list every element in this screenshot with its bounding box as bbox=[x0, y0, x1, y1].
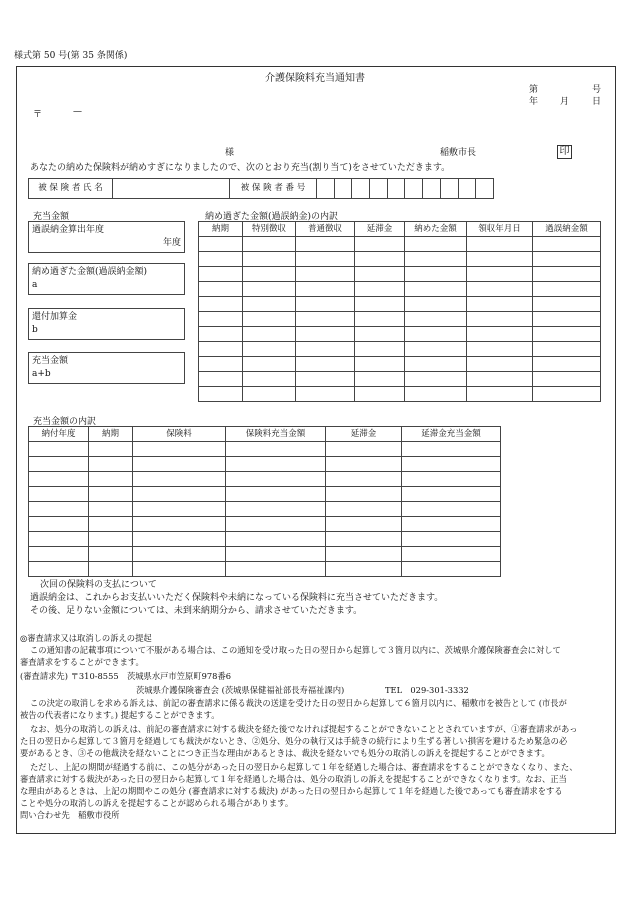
form-number: 様式第 50 号(第 35 条関係) bbox=[14, 51, 128, 61]
overpay-year-box bbox=[28, 221, 185, 253]
table-cell bbox=[402, 562, 501, 577]
allocation-breakdown-heading: 充当金額の内訳 bbox=[33, 417, 97, 427]
table-cell bbox=[402, 517, 501, 532]
insured-number-digit bbox=[387, 179, 405, 199]
allocation-col-header: 保険料充当金額 bbox=[226, 427, 326, 442]
overpay-col-header: 納めた金額 bbox=[405, 222, 467, 237]
refund-surcharge-box bbox=[28, 308, 185, 340]
table-cell bbox=[199, 357, 243, 372]
table-cell bbox=[533, 357, 601, 372]
doc-number-dai: 第 bbox=[529, 85, 539, 95]
table-cell bbox=[467, 327, 533, 342]
table-cell bbox=[243, 372, 296, 387]
postal-mark: 〒 bbox=[33, 110, 43, 120]
table-cell bbox=[326, 472, 402, 487]
table-cell bbox=[226, 472, 326, 487]
issuer-name: 稲敷市長 bbox=[440, 148, 477, 158]
table-cell bbox=[199, 267, 243, 282]
table-cell bbox=[355, 327, 405, 342]
table-cell bbox=[402, 457, 501, 472]
table-cell bbox=[355, 372, 405, 387]
table-cell bbox=[296, 342, 355, 357]
document-title: 介護保険料充当通知書 bbox=[265, 73, 365, 84]
table-cell bbox=[133, 562, 226, 577]
table-cell bbox=[243, 282, 296, 297]
table-cell bbox=[226, 547, 326, 562]
appeal-line: この通知書の記載事項について不服がある場合は、この通知を受け取った日の翌日から起算して３箇月以内に、茨城県介護保険審査会に対して bbox=[30, 645, 561, 655]
table-cell bbox=[467, 297, 533, 312]
table-cell bbox=[405, 312, 467, 327]
allocation-amount-box bbox=[28, 352, 185, 384]
table-cell bbox=[533, 312, 601, 327]
next-payment-line1: 過誤納金は、これからお支払いいただく保険料や未納になっている保険料に充当させていただきます。 bbox=[30, 593, 444, 603]
table-cell bbox=[402, 547, 501, 562]
table-cell bbox=[296, 297, 355, 312]
appeal-heading: ◎審査請求又は取消しの訴えの提起 bbox=[20, 633, 152, 643]
table-cell bbox=[326, 547, 402, 562]
table-cell bbox=[326, 487, 402, 502]
table-cell bbox=[29, 532, 89, 547]
table-cell bbox=[467, 237, 533, 252]
date-month: 月 bbox=[560, 97, 570, 107]
appeal-line: 審査請求に対する裁決があった日の翌日から起算して１年を経過した場合は、処分の取消しの訴えを提起することができなくなります。なお、正当 bbox=[20, 774, 567, 784]
overpay-breakdown-heading: 納め過ぎた金額(過誤納金)の内訳 bbox=[205, 212, 339, 222]
seal-mark: 印 bbox=[557, 145, 572, 159]
table-cell bbox=[296, 372, 355, 387]
table-cell bbox=[89, 472, 133, 487]
table-cell bbox=[405, 267, 467, 282]
table-cell bbox=[533, 387, 601, 402]
table-cell bbox=[296, 312, 355, 327]
table-cell bbox=[405, 237, 467, 252]
allocation-col-header: 納期 bbox=[89, 427, 133, 442]
table-cell bbox=[133, 532, 226, 547]
table-cell bbox=[296, 237, 355, 252]
table-cell bbox=[405, 252, 467, 267]
appeal-tel: TEL 029-301-3332 bbox=[385, 685, 469, 695]
table-cell bbox=[29, 442, 89, 457]
table-cell bbox=[243, 387, 296, 402]
table-cell bbox=[243, 297, 296, 312]
table-cell bbox=[355, 267, 405, 282]
appeal-address: (審査請求先) 〒310-8555 茨城県水戸市笠原町978番6 bbox=[20, 671, 232, 681]
table-cell bbox=[402, 502, 501, 517]
postal-dash: — bbox=[73, 107, 82, 117]
table-cell bbox=[405, 357, 467, 372]
insured-number-digit bbox=[440, 179, 458, 199]
table-cell bbox=[29, 547, 89, 562]
table-cell bbox=[133, 502, 226, 517]
date-year: 年 bbox=[529, 97, 539, 107]
table-cell bbox=[199, 387, 243, 402]
appeal-line: 被告の代表者になります。) 提起することができます。 bbox=[20, 710, 220, 720]
table-cell bbox=[243, 252, 296, 267]
table-cell bbox=[89, 457, 133, 472]
table-cell bbox=[89, 532, 133, 547]
overpay-col-header: 延滞金 bbox=[355, 222, 405, 237]
table-cell bbox=[226, 442, 326, 457]
intro-text: あなたの納めた保険料が納めすぎになりましたので、次のとおり充当(割り当て)をさせていただきます。 bbox=[30, 163, 451, 173]
table-cell bbox=[199, 282, 243, 297]
allocation-col-header: 保険料 bbox=[133, 427, 226, 442]
appeal-line: 審査請求をすることができます。 bbox=[20, 657, 144, 667]
overpay-breakdown-table bbox=[198, 221, 601, 402]
allocation-col-header: 納付年度 bbox=[29, 427, 89, 442]
table-cell bbox=[467, 312, 533, 327]
overpay-col-header: 過誤納金額 bbox=[533, 222, 601, 237]
table-cell bbox=[355, 297, 405, 312]
next-payment-heading: 次回の保険料の支払について bbox=[40, 580, 157, 590]
table-cell bbox=[326, 562, 402, 577]
table-cell bbox=[355, 342, 405, 357]
table-cell bbox=[199, 237, 243, 252]
table-cell bbox=[89, 487, 133, 502]
table-cell bbox=[199, 372, 243, 387]
table-cell bbox=[402, 442, 501, 457]
insured-number-digit bbox=[352, 179, 370, 199]
table-cell bbox=[326, 442, 402, 457]
table-cell bbox=[29, 472, 89, 487]
addressee-sama: 様 bbox=[225, 148, 235, 158]
table-cell bbox=[533, 372, 601, 387]
insured-number-digit bbox=[405, 179, 423, 199]
table-cell bbox=[467, 372, 533, 387]
table-cell bbox=[29, 517, 89, 532]
overpay-year-label: 過誤納金算出年度 bbox=[32, 225, 105, 235]
table-cell bbox=[533, 282, 601, 297]
table-cell bbox=[355, 282, 405, 297]
table-cell bbox=[89, 442, 133, 457]
table-cell bbox=[296, 327, 355, 342]
table-cell bbox=[402, 472, 501, 487]
table-cell bbox=[326, 457, 402, 472]
table-cell bbox=[402, 532, 501, 547]
allocation-col-header: 延滞金 bbox=[326, 427, 402, 442]
insured-number-digit bbox=[423, 179, 441, 199]
table-cell bbox=[199, 297, 243, 312]
overpay-year-unit: 年度 bbox=[162, 238, 181, 248]
table-cell bbox=[405, 282, 467, 297]
insured-number-digit bbox=[476, 179, 494, 199]
table-cell bbox=[89, 517, 133, 532]
table-cell bbox=[467, 267, 533, 282]
refund-surcharge-label: 還付加算金 bbox=[32, 312, 78, 322]
table-cell bbox=[226, 532, 326, 547]
table-cell bbox=[405, 327, 467, 342]
table-cell bbox=[533, 297, 601, 312]
appeal-office: 茨城県介護保険審査会 (茨城県保健福祉部長寿福祉課内) bbox=[136, 685, 345, 695]
table-cell bbox=[89, 547, 133, 562]
table-cell bbox=[402, 487, 501, 502]
table-cell bbox=[355, 387, 405, 402]
insured-number-label: 被 保 険 者 番 号 bbox=[230, 179, 317, 199]
appeal-line: 要があるとき、③その他裁決を経ないことにつき正当な理由があるときは、裁決を経ないでも処分の取消しの訴えを提起することができます。 bbox=[20, 748, 550, 758]
overpaid-amount-label: 納め過ぎた金額(過誤納金額) bbox=[32, 267, 148, 277]
table-cell bbox=[533, 267, 601, 282]
insured-number-digit bbox=[334, 179, 352, 199]
table-cell bbox=[243, 312, 296, 327]
table-cell bbox=[133, 442, 226, 457]
appeal-line: この決定の取消しを求める訴えは、前記の審査請求に係る裁決の送達を受けた日の翌日から起算して６箇月以内に、稲敷市を被告として (市長が bbox=[30, 698, 567, 708]
table-cell bbox=[199, 252, 243, 267]
table-cell bbox=[199, 327, 243, 342]
overpay-col-header: 特別徴収 bbox=[243, 222, 296, 237]
doc-number-go: 号 bbox=[592, 85, 602, 95]
table-cell bbox=[243, 342, 296, 357]
insured-number-digit bbox=[370, 179, 388, 199]
table-cell bbox=[296, 267, 355, 282]
table-cell bbox=[405, 387, 467, 402]
allocation-amount-sub: a+b bbox=[32, 369, 51, 379]
table-cell bbox=[199, 342, 243, 357]
allocation-amount-label: 充当金額 bbox=[32, 356, 69, 366]
table-cell bbox=[226, 457, 326, 472]
table-cell bbox=[226, 562, 326, 577]
table-cell bbox=[405, 342, 467, 357]
allocation-amount-heading: 充当金額 bbox=[33, 212, 70, 222]
table-cell bbox=[226, 487, 326, 502]
appeal-line: ことや処分の取消しの訴えを提起することが認められる場合があります。 bbox=[20, 798, 294, 808]
refund-surcharge-sub: b bbox=[32, 325, 38, 335]
appeal-line: なお、処分の取消しの訴えは、前記の審査請求に対する裁決を経た後でなければ提起することができないこととされていますが、①審査請求があっ bbox=[30, 724, 578, 734]
table-cell bbox=[226, 517, 326, 532]
insured-number-digit bbox=[458, 179, 476, 199]
table-cell bbox=[533, 342, 601, 357]
appeal-line: ただし、上記の期間が経過する前に、この処分があった日の翌日から起算して１年を経過した場合は、審査請求をすることができなくなり、また、 bbox=[30, 762, 578, 772]
table-cell bbox=[29, 562, 89, 577]
table-cell bbox=[133, 487, 226, 502]
table-cell bbox=[355, 252, 405, 267]
table-cell bbox=[326, 532, 402, 547]
table-cell bbox=[533, 237, 601, 252]
insured-number-digit bbox=[317, 179, 335, 199]
table-cell bbox=[133, 472, 226, 487]
date-day: 日 bbox=[592, 97, 602, 107]
table-cell bbox=[296, 282, 355, 297]
table-cell bbox=[533, 252, 601, 267]
table-cell bbox=[467, 342, 533, 357]
table-cell bbox=[226, 502, 326, 517]
table-cell bbox=[296, 387, 355, 402]
overpaid-amount-box bbox=[28, 263, 185, 295]
table-cell bbox=[405, 297, 467, 312]
table-cell bbox=[243, 327, 296, 342]
table-cell bbox=[355, 312, 405, 327]
table-cell bbox=[355, 237, 405, 252]
overpay-col-header: 領収年月日 bbox=[467, 222, 533, 237]
overpaid-amount-sub: a bbox=[32, 280, 38, 290]
appeal-line: た日の翌日から起算して３箇月を経過しても裁決がないとき、②処分、処分の執行又は手続きの続行により生ずる著しい損害を避けるため緊急の必 bbox=[20, 736, 568, 746]
table-cell bbox=[296, 252, 355, 267]
table-cell bbox=[133, 457, 226, 472]
table-cell bbox=[243, 237, 296, 252]
table-cell bbox=[29, 502, 89, 517]
insured-info-table bbox=[28, 178, 494, 199]
next-payment-line2: その後、足りない金額については、未到来納期分から、請求させていただきます。 bbox=[30, 606, 363, 616]
table-cell bbox=[296, 357, 355, 372]
table-cell bbox=[133, 517, 226, 532]
table-cell bbox=[467, 387, 533, 402]
table-cell bbox=[467, 357, 533, 372]
overpay-col-header: 納期 bbox=[199, 222, 243, 237]
table-cell bbox=[467, 252, 533, 267]
table-cell bbox=[355, 357, 405, 372]
table-cell bbox=[533, 327, 601, 342]
table-cell bbox=[326, 502, 402, 517]
appeal-line: な理由があるときは、上記の期間やこの処分 (審査請求に対する裁決) があった日の翌日から起算して１年を経過した後であっても審査請求をする bbox=[20, 786, 563, 796]
table-cell bbox=[133, 547, 226, 562]
table-cell bbox=[29, 487, 89, 502]
allocation-col-header: 延滞金充当金額 bbox=[402, 427, 501, 442]
overpay-col-header: 普通徴収 bbox=[296, 222, 355, 237]
insured-name-label: 被 保 険 者 氏 名 bbox=[29, 179, 113, 199]
allocation-breakdown-table bbox=[28, 426, 501, 577]
table-cell bbox=[199, 312, 243, 327]
table-cell bbox=[89, 562, 133, 577]
insured-name-value bbox=[113, 179, 230, 199]
table-cell bbox=[89, 502, 133, 517]
contact-line: 問い合わせ先 稲敷市役所 bbox=[20, 810, 120, 820]
table-cell bbox=[326, 517, 402, 532]
table-cell bbox=[405, 372, 467, 387]
table-cell bbox=[243, 267, 296, 282]
table-cell bbox=[243, 357, 296, 372]
table-cell bbox=[467, 282, 533, 297]
table-cell bbox=[29, 457, 89, 472]
